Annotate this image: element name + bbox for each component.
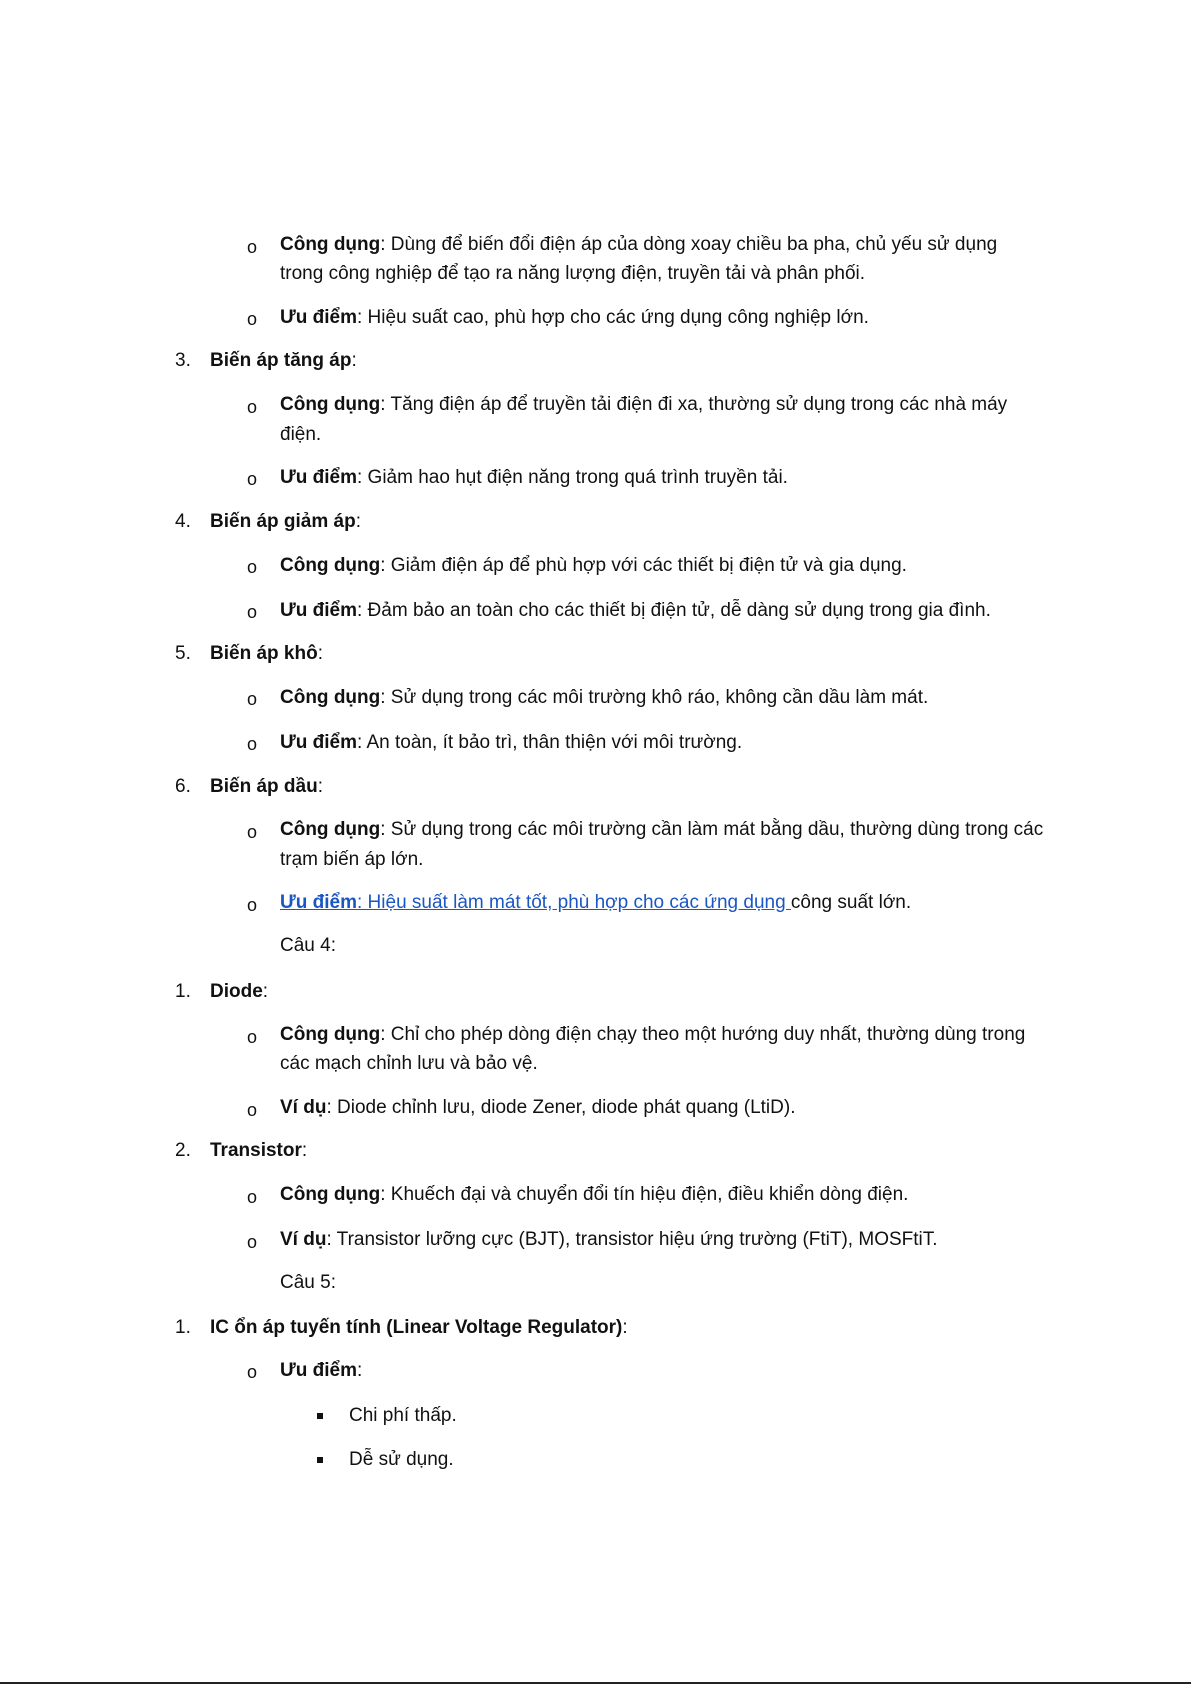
circle-bullet: o — [247, 1362, 258, 1382]
list-item: Công dụng: Tăng điện áp để truyền tải điện đi xa, thường sử dụng trong các nhà máy — [280, 394, 1008, 415]
list-item: Ví dụ: Transistor lưỡng cực (BJT), transistor hiệu ứng trường (FtiT), MOSFtiT. — [280, 1229, 938, 1250]
list-number: 5. — [175, 643, 191, 664]
list-item-continuation: điện. — [280, 424, 322, 445]
circle-bullet: o — [247, 397, 258, 417]
numbered-heading: Diode: — [210, 981, 269, 1002]
list-item: Ưu điểm: Giảm hao hụt điện năng trong quá trình truyền tải. — [280, 467, 788, 488]
circle-bullet: o — [247, 309, 258, 329]
list-item: Công dụng: Chỉ cho phép dòng điện chạy theo một hướng duy nhất, thường dùng trong — [280, 1024, 1026, 1045]
square-bullet — [317, 1457, 323, 1463]
list-number: 2. — [175, 1140, 191, 1161]
list-item: Dễ sử dụng. — [349, 1449, 454, 1470]
numbered-heading: Biến áp khô: — [210, 643, 323, 664]
list-item: Ưu điểm: Đảm bảo an toàn cho các thiết bị điện tử, dễ dàng sử dụng trong gia đình. — [280, 600, 991, 621]
numbered-heading: Transistor: — [210, 1140, 308, 1161]
page-edge-rule — [0, 1682, 1191, 1684]
circle-bullet: o — [247, 1027, 258, 1047]
section-label: Câu 4: — [280, 935, 336, 956]
list-item-continuation: các mạch chỉnh lưu và bảo vệ. — [280, 1053, 538, 1074]
circle-bullet: o — [247, 1187, 258, 1207]
numbered-heading: Biến áp tăng áp: — [210, 350, 357, 371]
list-item: Chi phí thấp. — [349, 1405, 457, 1426]
circle-bullet: o — [247, 469, 258, 489]
list-number: 1. — [175, 1317, 191, 1338]
list-item: Ưu điểm: An toàn, ít bảo trì, thân thiện với môi trường. — [280, 732, 743, 753]
list-item: Công dụng: Sử dụng trong các môi trường cần làm mát bằng dầu, thường dùng trong các — [280, 819, 1044, 840]
circle-bullet: o — [247, 689, 258, 709]
list-item: Công dụng: Sử dụng trong các môi trường khô ráo, không cần dầu làm mát. — [280, 687, 929, 708]
list-item: Công dụng: Khuếch đại và chuyển đổi tín hiệu điện, điều khiển dòng điện. — [280, 1184, 909, 1205]
list-item: Ưu điểm: — [280, 1360, 363, 1381]
circle-bullet: o — [247, 734, 258, 754]
section-label: Câu 5: — [280, 1272, 336, 1293]
list-number: 4. — [175, 511, 191, 532]
circle-bullet: o — [247, 895, 258, 915]
list-item: Ví dụ: Diode chỉnh lưu, diode Zener, diode phát quang (LtiD). — [280, 1097, 796, 1118]
list-item: Ưu điểm: Hiệu suất làm mát tốt, phù hợp cho các ứng dụng công suất lớn. — [280, 892, 912, 913]
list-number: 3. — [175, 350, 191, 371]
numbered-heading: Biến áp dầu: — [210, 776, 323, 797]
list-number: 1. — [175, 981, 191, 1002]
list-item: Ưu điểm: Hiệu suất cao, phù hợp cho các ứng dụng công nghiệp lớn. — [280, 307, 869, 328]
circle-bullet: o — [247, 1100, 258, 1120]
circle-bullet: o — [247, 1232, 258, 1252]
numbered-heading: IC ổn áp tuyến tính (Linear Voltage Regulator): — [210, 1317, 628, 1338]
hyperlink[interactable]: Ưu điểm: Hiệu suất làm mát tốt, phù hợp cho các ứng dụng — [280, 892, 791, 913]
list-item-continuation: trạm biến áp lớn. — [280, 849, 424, 870]
circle-bullet: o — [247, 602, 258, 622]
circle-bullet: o — [247, 557, 258, 577]
list-item-continuation: trong công nghiệp để tạo ra năng lượng điện, truyền tải và phân phối. — [280, 263, 866, 284]
circle-bullet: o — [247, 237, 258, 257]
circle-bullet: o — [247, 822, 258, 842]
list-item: Công dụng: Dùng để biến đổi điện áp của dòng xoay chiều ba pha, chủ yếu sử dụng — [280, 234, 998, 255]
numbered-heading: Biến áp giảm áp: — [210, 511, 361, 532]
square-bullet — [317, 1413, 323, 1419]
list-number: 6. — [175, 776, 191, 797]
list-item: Công dụng: Giảm điện áp để phù hợp với các thiết bị điện tử và gia dụng. — [280, 555, 907, 576]
